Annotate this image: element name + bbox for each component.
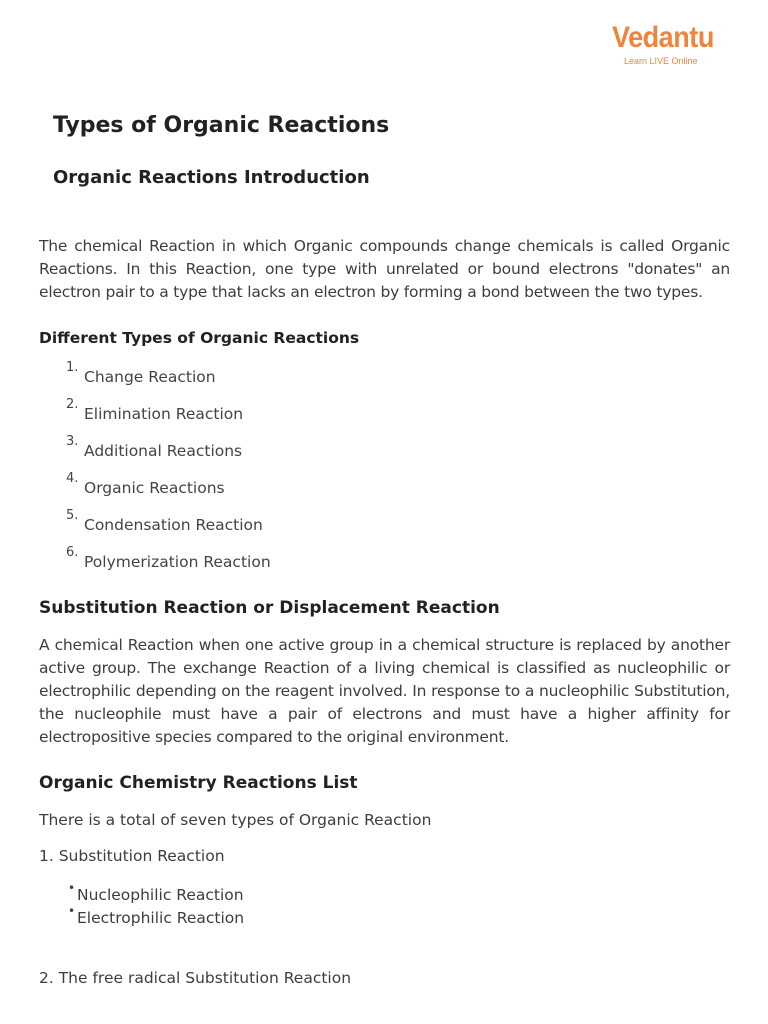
list-number: 5. — [66, 508, 79, 523]
list-label: Nucleophilic Reaction — [77, 886, 244, 904]
list-label: Change Reaction — [84, 368, 216, 386]
list-number: 6. — [66, 545, 79, 560]
substitution-paragraph: A chemical Reaction when one active group in a chemical structure is replaced by another active group. The exchange Reaction of a living chemical is classified as nucleophilic or electrophilic depending on the reagent involved. In response to a nucleophilic Substitution, the nucleophile must have a pair of electrons and must have a higher affinity for electropositive species compared to the original environment. — [39, 636, 730, 746]
page-title: Types of Organic Reactions — [53, 113, 390, 138]
logo-wordmark: Vedantu — [612, 21, 714, 54]
reactions-list-heading: Organic Chemistry Reactions List — [39, 773, 358, 793]
list-label: Organic Reactions — [84, 479, 225, 497]
list-number: 3. — [66, 434, 79, 449]
list-label: Polymerization Reaction — [84, 553, 271, 571]
list-label: Condensation Reaction — [84, 516, 263, 534]
bullet: • — [68, 904, 76, 918]
list-label: Elimination Reaction — [84, 405, 244, 423]
list-number: 4. — [66, 471, 79, 486]
reactions-item-1: 1. Substitution Reaction — [39, 847, 225, 865]
list-label: Electrophilic Reaction — [77, 909, 245, 927]
intro-paragraph: The chemical Reaction in which Organic compounds change chemicals is called Organic Reactions. In this Reaction, one type with unrelated or bound electrons "donates" an electron pair to a type that lacks an electron by forming a bond between the two types. — [39, 237, 730, 301]
types-heading: Different Types of Organic Reactions — [39, 329, 360, 347]
vedantu-logo — [612, 22, 712, 66]
list-label: Additional Reactions — [84, 442, 243, 460]
bullet: • — [68, 881, 76, 895]
substitution-heading: Substitution Reaction or Displacement Reaction — [39, 598, 500, 618]
reactions-item-2: 2. The free radical Substitution Reaction — [39, 969, 352, 987]
intro-heading: Organic Reactions Introduction — [53, 167, 370, 188]
list-number: 1. — [66, 360, 79, 375]
list-number: 2. — [66, 397, 79, 412]
reactions-list-intro: There is a total of seven types of Organic Reaction — [39, 811, 432, 829]
logo-tagline: Learn LIVE Online — [624, 56, 698, 66]
